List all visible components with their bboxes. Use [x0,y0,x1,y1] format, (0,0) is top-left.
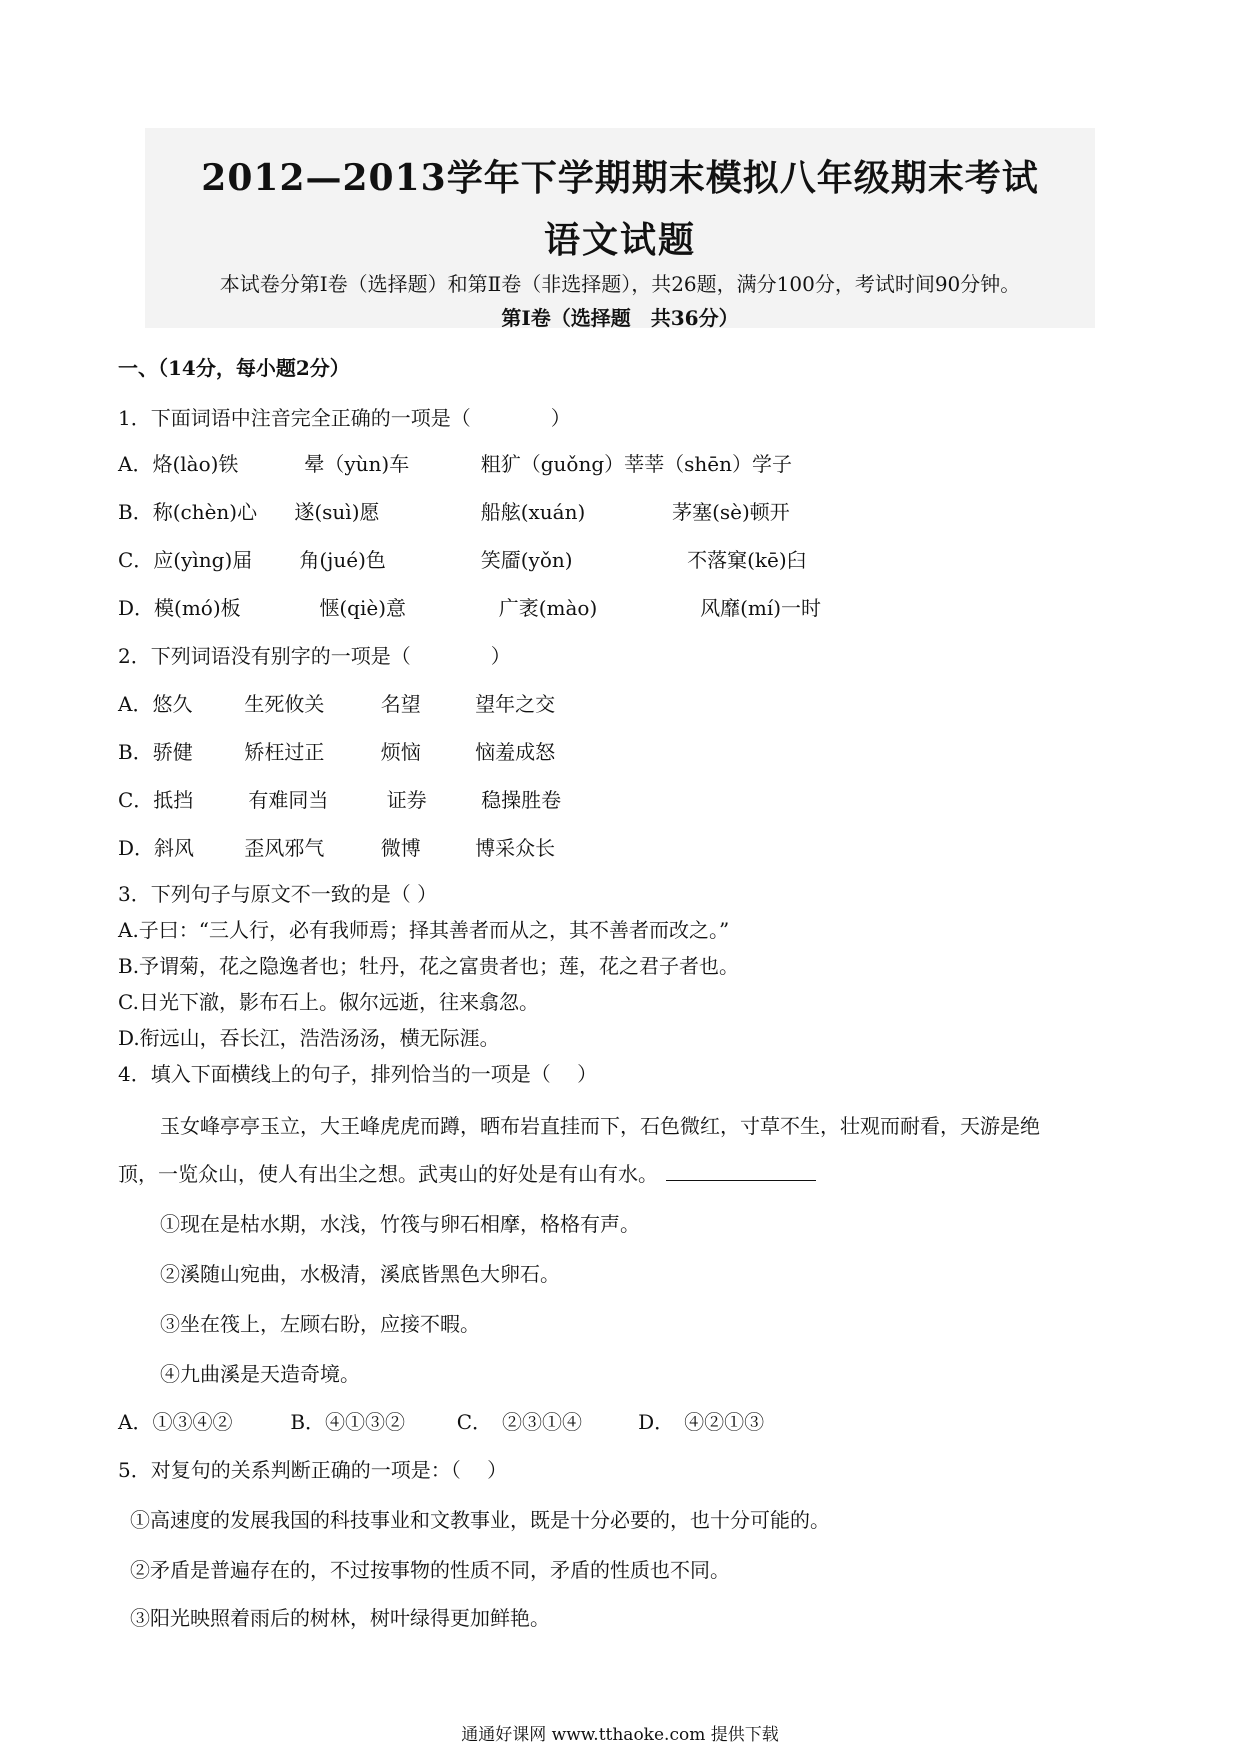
option-part: 风靡(mí)一时 [700,596,822,620]
question-4-passage-line1: 玉女峰亭亭玉立，大王峰虎虎而蹲，晒布岩直挂而下，石色微红，寸草不生，壮观而耐看，天游是绝 [160,1114,1040,1138]
exam-subtitle: 语文试题 [543,219,696,261]
question-1-option-c [118,548,807,572]
question-5-item-3: ③阳光映照着雨后的树林，树叶绿得更加鲜艳。 [130,1606,550,1630]
question-2-option-a [118,692,555,716]
option-c: C． ②③①④ [456,1410,583,1434]
option-part: 证券 [386,788,427,812]
option-b: B．④①③② [290,1410,406,1434]
option-part: 烦恼 [380,740,421,764]
question-5-item-2: ②矛盾是普遍存在的，不过按事物的性质不同，矛盾的性质也不同。 [130,1558,730,1582]
section-heading: 第Ⅰ卷（选择题 共36分） [501,306,739,330]
question-3-option-d: D.衔远山，吞长江，浩浩汤汤，横无际涯。 [118,1026,500,1050]
option-part: 惬(qiè)意 [319,596,406,620]
question-2-stem: 2．下列词语没有别字的一项是（ ） [118,644,511,668]
option-part: 广袤(mào) [498,596,598,620]
option-d: D． ④②①③ [638,1410,765,1434]
option-part: 生死攸关 [244,692,325,716]
page-footer: 通通好课网 www.tthaoke.com 提供下载 [461,1725,779,1745]
part-heading: 一、（14分，每小题2分） [118,356,350,380]
option-part: 笑靥(yǒn) [480,548,573,572]
option-part: 不落窠(kē)臼 [687,548,807,572]
option-part: 有难同当 [248,788,329,812]
option-part: 遂(suì)愿 [294,500,380,524]
question-3-option-a: A.子曰：“三人行，必有我师焉；择其善者而从之，其不善者而改之。” [118,918,730,942]
question-4-stem: 4．填入下面横线上的句子，排列恰当的一项是（ ） [118,1062,598,1086]
answer-blank [666,1162,816,1181]
option-part: D．模(mó)板 [118,596,241,620]
question-1-stem: 1．下面词语中注音完全正确的一项是（ ） [118,406,571,430]
option-part: 船舷(xuán) [480,500,586,524]
option-part: 望年之交 [475,692,556,716]
option-part: 歪风邪气 [244,836,325,860]
question-2-option-c [118,788,561,812]
question-5-stem: 5．对复句的关系判断正确的一项是：（ ） [118,1458,508,1482]
option-part: B．称(chèn)心 [118,500,258,524]
question-1-option-b [118,500,790,524]
option-part: 晕（yùn)车 [304,452,410,476]
option-part: A．烙(lào)铁 [118,452,239,476]
question-3-option-b: B.予谓菊，花之隐逸者也；牡丹，花之富贵者也；莲，花之君子者也。 [118,954,740,978]
question-1-option-d [118,596,821,620]
question-2-option-d [118,836,555,860]
option-part: 粗犷（guǒng）莘莘（shēn）学子 [480,452,792,476]
option-a: A．①③④② [118,1410,233,1434]
option-part: B．骄健 [118,740,193,764]
exam-title: 2012—2013学年下学期期末模拟八年级期末考试 [201,157,1039,199]
exam-info: 本试卷分第Ⅰ卷（选择题）和第Ⅱ卷（非选择题），共26题，满分100分，考试时间90分钟。 [219,272,1021,296]
question-1-option-a [118,452,792,476]
option-part: 茅塞(sè)顿开 [672,500,790,524]
question-4-options [118,1410,764,1434]
option-part: A．悠久 [118,692,193,716]
option-part: C．应(yìng)届 [118,548,253,572]
option-part: 稳操胜卷 [481,788,562,812]
question-5-item-1: ①高速度的发展我国的科技事业和文教事业，既是十分必要的，也十分可能的。 [130,1508,830,1532]
option-part: 博采众长 [475,836,556,860]
option-part: D．斜风 [118,836,195,860]
option-part: 微博 [380,836,421,860]
option-part: 名望 [380,692,421,716]
question-3-stem: 3．下列句子与原文不一致的是（ ） [118,882,438,906]
option-part: 恼羞成怒 [475,740,556,764]
passage-text: 顶，一览众山，使人有出尘之想。武夷山的好处是有山有水。 [118,1162,658,1186]
question-4-item-2: ②溪随山宛曲，水极清，溪底皆黑色大卵石。 [160,1262,560,1286]
question-4-item-3: ③坐在筏上，左顾右盼，应接不暇。 [160,1312,480,1336]
question-2-option-b [118,740,555,764]
option-part: 角(jué)色 [299,548,386,572]
option-part: 矫枉过正 [244,740,325,764]
option-part: C．抵挡 [118,788,194,812]
question-3-option-c: C.日光下澈，影布石上。俶尔远逝，往来翕忽。 [118,990,539,1014]
question-4-item-1: ①现在是枯水期，水浅，竹筏与卵石相摩，格格有声。 [160,1212,640,1236]
question-4-passage-line2 [118,1162,816,1186]
question-4-item-4: ④九曲溪是天造奇境。 [160,1362,360,1386]
